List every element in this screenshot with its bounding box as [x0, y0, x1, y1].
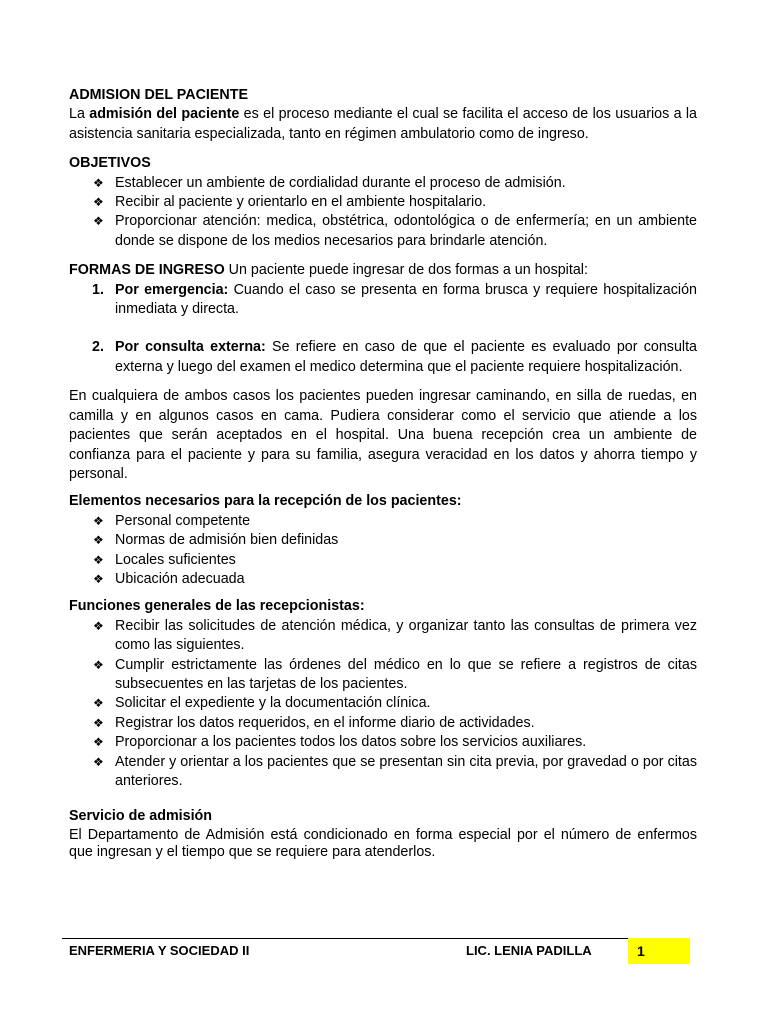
list-item-text: Proporcionar atención: medica, obstétrica, odontológica o de enfermería; en un ambiente donde se dispone de los medios necesarios para brindarle atención.	[115, 213, 697, 249]
diamond-bullet-icon: ❖	[93, 513, 104, 528]
diamond-bullet-icon: ❖	[93, 533, 104, 548]
diamond-bullet-icon: ❖	[93, 696, 104, 711]
list-item-text: Personal competente	[115, 512, 251, 529]
list-item-text: Locales suficientes	[115, 551, 236, 568]
list-item	[69, 570, 697, 589]
list-item-text: Cumplir estrictamente las órdenes del médico en lo que se refiere a registros de citas subsecuentes en las tarjetas de los pacientes.	[115, 656, 697, 692]
list-item	[69, 512, 697, 531]
list-item-text: Normas de admisión bien definidas	[115, 532, 339, 549]
list-item-text: Proporcionar a los pacientes todos los datos sobre los servicios auxiliares.	[115, 734, 587, 751]
list-item	[69, 733, 697, 752]
section-title-admision: ADMISION DEL PACIENTE	[69, 87, 248, 103]
item-number: 1.	[92, 281, 104, 298]
item-text: Cuando el caso se presenta en forma brusca y requiere hospitalización inmediata y directa.	[115, 281, 697, 318]
diamond-bullet-icon: ❖	[93, 175, 104, 190]
diamond-bullet-icon: ❖	[93, 195, 104, 210]
servicio-paragraph: El Departamento de Admisión está condicionado en forma especial por el número de enfermos que ingresan y el tiempo que se requiere para atenderlos.	[69, 826, 697, 860]
list-item	[69, 694, 697, 713]
intro-bold-term: admisión del paciente	[89, 106, 240, 123]
list-item	[69, 193, 697, 212]
diamond-bullet-icon: ❖	[93, 657, 104, 672]
section-title-objetivos: OBJETIVOS	[69, 155, 151, 172]
elementos-list	[69, 512, 697, 590]
item-text: Se refiere en caso de que el paciente es evaluado por consulta externa y luego del examen el medico determina que el paciente requiere hospitalización.	[115, 339, 697, 375]
diamond-bullet-icon: ❖	[93, 552, 104, 567]
list-item-text: Registrar los datos requeridos, en el informe diario de actividades.	[115, 714, 535, 731]
document-body	[69, 86, 697, 861]
footer-author: LIC. LENIA PADILLA	[466, 943, 592, 958]
list-item-text: Ubicación adecuada	[115, 570, 245, 587]
list-item	[69, 714, 697, 733]
numbered-item	[69, 338, 697, 377]
item-bold-label: Por emergencia:	[115, 281, 229, 298]
list-item	[69, 174, 697, 193]
list-item	[69, 656, 697, 695]
objetivos-list	[69, 174, 697, 252]
casos-paragraph: En cualquiera de ambos casos los pacientes pueden ingresar caminando, en silla de ruedas, en camilla y en algunos casos en cama. Pudiera considerar como el servicio que atiende a los pacientes que serán aceptados en el hospital. Una buena recepción crea un ambiente de confianza para el paciente y para su familia, asegura veracidad en los datos y ahorra tiempo y personal.	[69, 388, 697, 482]
list-item-text: Atender y orientar a los pacientes que se presentan sin cita previa, por gravedad o por citas anteriores.	[115, 753, 697, 789]
section-title-servicio: Servicio de admisión	[69, 808, 213, 825]
diamond-bullet-icon: ❖	[93, 715, 104, 730]
intro-paragraph	[69, 105, 697, 144]
list-item	[69, 753, 697, 792]
funciones-list	[69, 617, 697, 792]
section-title-funciones: Funciones generales de las recepcionistas:	[69, 598, 365, 615]
diamond-bullet-icon: ❖	[93, 214, 104, 229]
list-item	[69, 531, 697, 550]
page-number: 1	[637, 943, 645, 959]
list-item	[69, 617, 697, 656]
footer-divider	[62, 938, 690, 939]
diamond-bullet-icon: ❖	[93, 618, 104, 633]
intro-text-end: es el proceso mediante el cual se facilita el acceso de los usuarios a la asistencia sanitaria especializada, tanto en régimen ambulatorio como de ingreso.	[69, 106, 697, 142]
formas-ingreso-intro	[69, 261, 697, 280]
diamond-bullet-icon: ❖	[93, 735, 104, 750]
item-number: 2.	[92, 339, 104, 356]
section-title-elementos: Elementos necesarios para la recepción de los pacientes:	[69, 493, 462, 510]
list-item	[69, 551, 697, 570]
list-item-text: Recibir al paciente y orientarlo en el ambiente hospitalario.	[115, 194, 487, 211]
numbered-item	[69, 281, 697, 320]
formas-ingreso-text: Un paciente puede ingresar de dos formas a un hospital:	[224, 262, 588, 279]
list-item	[69, 212, 697, 251]
item-bold-label: Por consulta externa:	[115, 339, 266, 356]
diamond-bullet-icon: ❖	[93, 571, 104, 586]
page-number-box	[628, 938, 690, 964]
formas-ingreso-list	[69, 281, 697, 378]
section-title-formas-ingreso: FORMAS DE INGRESO	[69, 262, 225, 279]
list-item-text: Solicitar el expediente y la documentación clínica.	[115, 695, 431, 712]
diamond-bullet-icon: ❖	[93, 754, 104, 769]
list-item-text: Establecer un ambiente de cordialidad durante el proceso de admisión.	[115, 174, 566, 191]
list-item-text: Recibir las solicitudes de atención médica, y organizar tanto las consultas de primera vez como las siguientes.	[115, 617, 697, 654]
intro-text-start: La	[69, 106, 90, 123]
footer-course: ENFERMERIA Y SOCIEDAD II	[69, 943, 250, 958]
